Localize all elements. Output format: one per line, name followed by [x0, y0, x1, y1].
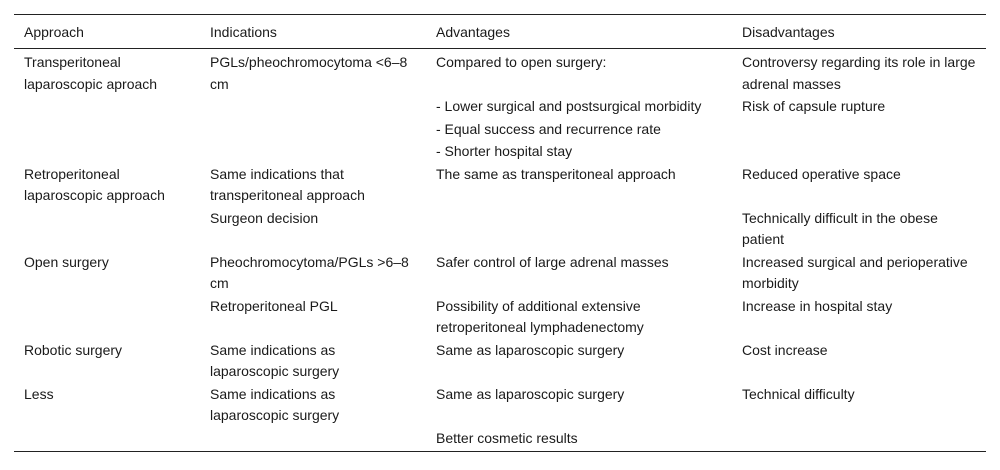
- approach-cell: Robotic surgery: [24, 341, 123, 358]
- indications-cell: Same indications as laparoscopic surgery: [210, 385, 340, 423]
- approach-cell: Open surgery: [24, 253, 109, 270]
- disadvantages-cell: Reduced operative space: [742, 165, 901, 182]
- advantages-cell: Same as laparoscopic surgery: [436, 341, 625, 358]
- table-row: [14, 140, 986, 163]
- disadvantages-cell: [732, 118, 986, 141]
- approach-cell: Less: [24, 385, 54, 402]
- approach-cell: [14, 427, 200, 452]
- approach-cell: [14, 295, 200, 339]
- advantages-cell: Same as laparoscopic surgery: [436, 385, 625, 402]
- indications-cell: [200, 49, 426, 96]
- disadvantages-cell: Cost increase: [742, 341, 828, 358]
- advantages-cell: [426, 207, 732, 251]
- table-row: [14, 295, 986, 339]
- disadvantages-cell: [732, 140, 986, 163]
- surgical-approaches-table-container: [14, 14, 986, 452]
- disadvantages-text: Controversy regarding its role in large adrenal masses: [742, 54, 976, 92]
- advantages-cell: [426, 49, 732, 96]
- approach-cell: Retroperitoneal laparoscopic approach: [24, 165, 165, 203]
- header-indications: Indications: [200, 15, 426, 49]
- advantages-cell: Safer control of large adrenal masses: [436, 253, 669, 270]
- advantages-text: Compared to open surgery:: [436, 54, 607, 70]
- table-row: [14, 49, 986, 96]
- table-row: [14, 163, 986, 207]
- indications-cell: Same indications that transperitoneal approach: [210, 165, 365, 203]
- indications-cell: [200, 427, 426, 452]
- disadvantages-cell: [732, 49, 986, 96]
- disadvantages-cell: Increased surgical and perioperative morbidity: [742, 253, 968, 291]
- table-row: [14, 427, 986, 452]
- header-row: [14, 15, 986, 49]
- indications-text: PGLs/pheochromocytoma <6–8 cm: [210, 54, 408, 92]
- approach-cell: [14, 140, 200, 163]
- approach-cell: [14, 207, 200, 251]
- disadvantages-cell: Technically difficult in the obese patient: [742, 209, 938, 247]
- indications-cell: Retroperitoneal PGL: [210, 297, 338, 314]
- advantages-cell: The same as transperitoneal approach: [436, 165, 676, 182]
- indications-cell: [200, 140, 426, 163]
- table-row: [14, 207, 986, 251]
- indications-cell: Pheochromocytoma/PGLs >6–8 cm: [210, 253, 409, 291]
- approach-cell: [14, 49, 200, 96]
- surgical-approaches-table: [14, 14, 986, 452]
- header-approach: Approach: [14, 15, 200, 49]
- advantages-cell: - Shorter hospital stay: [436, 143, 573, 159]
- table-row: [14, 251, 986, 295]
- advantages-cell: - Equal success and recurrence rate: [436, 120, 661, 137]
- advantages-cell: Possibility of additional extensive retroperitoneal lymphadenectomy: [436, 297, 644, 335]
- table-row: [14, 118, 986, 141]
- table-row: [14, 95, 986, 118]
- indications-cell: [200, 95, 426, 118]
- header-disadvantages: Disadvantages: [732, 15, 986, 49]
- approach-cell: [14, 118, 200, 141]
- disadvantages-cell: Technical difficulty: [742, 385, 855, 402]
- advantages-cell: - Lower surgical and postsurgical morbidity: [436, 98, 702, 114]
- advantages-cell: Better cosmetic results: [426, 427, 732, 452]
- table-row: [14, 339, 986, 383]
- indications-cell: [200, 118, 426, 141]
- indications-cell: Surgeon decision: [210, 209, 319, 226]
- approach-text: Transperitoneal laparoscopic aproach: [24, 54, 158, 92]
- table-row: [14, 383, 986, 427]
- disadvantages-cell: [732, 427, 986, 452]
- approach-cell: [14, 95, 200, 118]
- disadvantages-cell: Increase in hospital stay: [742, 297, 893, 314]
- disadvantages-cell: Risk of capsule rupture: [742, 98, 886, 114]
- header-advantages: Advantages: [426, 15, 732, 49]
- indications-cell: Same indications as laparoscopic surgery: [210, 341, 340, 379]
